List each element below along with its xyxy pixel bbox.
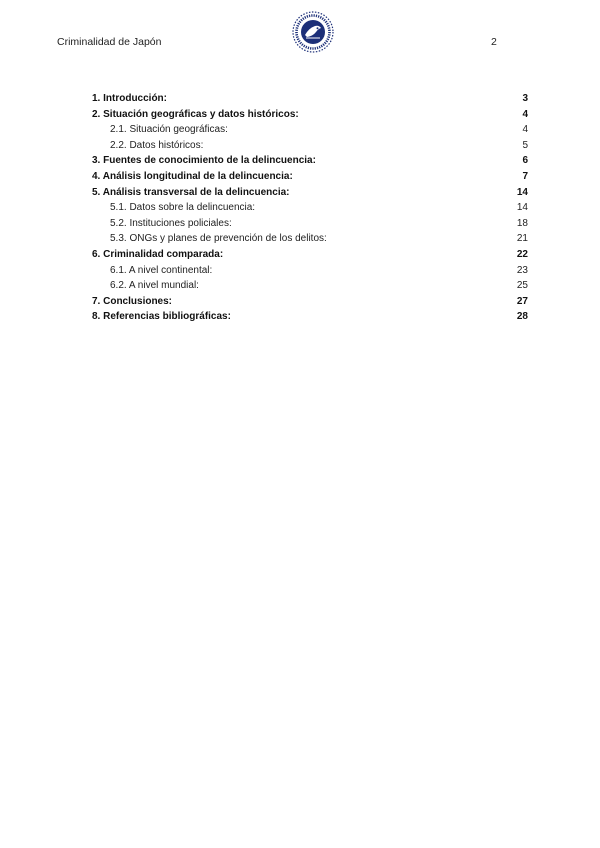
toc-entry[interactable]: [92, 138, 528, 154]
toc-entry-label: 5.1. Datos sobre la delincuencia:: [110, 202, 256, 214]
toc-entry-page: 28: [516, 311, 528, 323]
toc-entry-label: 1. Introducción:: [92, 93, 167, 104]
toc-entry-label: 8. Referencias bibliográficas:: [92, 311, 231, 323]
toc-entry-page: 4: [522, 108, 528, 120]
toc-entry[interactable]: [92, 231, 528, 247]
toc-entry[interactable]: [92, 91, 528, 107]
toc-entry-page: 23: [516, 264, 528, 276]
header-page-number: 2: [491, 36, 497, 48]
toc-entry-page: 4: [522, 124, 528, 136]
toc-entry-page: 3: [522, 93, 528, 104]
toc-entry-label: 2. Situación geográficas y datos históricos:: [92, 108, 299, 120]
toc-entry[interactable]: [92, 153, 528, 169]
toc-entry-label: 5. Análisis transversal de la delincuencia:: [92, 186, 290, 198]
toc-entry-label: 6. Criminalidad comparada:: [92, 248, 224, 260]
toc-entry[interactable]: [92, 309, 528, 325]
toc-entry-label: 5.3. ONGs y planes de prevención de los delitos:: [110, 233, 327, 245]
toc-entry[interactable]: [92, 247, 528, 263]
toc-entry[interactable]: [92, 263, 528, 279]
toc-entry-page: 5: [522, 139, 528, 151]
toc-entry[interactable]: [92, 216, 528, 232]
toc-entry-label: 3. Fuentes de conocimiento de la delincuencia:: [92, 155, 316, 167]
toc-entry[interactable]: [92, 294, 528, 310]
toc-entry-page: 6: [522, 155, 528, 167]
toc-entry-label: 6.2. A nivel mundial:: [110, 280, 199, 292]
toc-entry[interactable]: [92, 169, 528, 185]
toc-entry-page: 21: [516, 233, 528, 245]
toc-entry[interactable]: [92, 185, 528, 201]
toc-entry-label: 7. Conclusiones:: [92, 295, 173, 307]
table-of-contents: [92, 91, 528, 325]
toc-entry-label: 4. Análisis longitudinal de la delincuencia:: [92, 170, 293, 182]
toc-entry-page: 18: [516, 217, 528, 229]
toc-entry-label: 2.1. Situación geográficas:: [110, 124, 228, 136]
toc-entry-page: 27: [516, 295, 528, 307]
toc-entry[interactable]: [92, 278, 528, 294]
toc-entry-label: 6.1. A nivel continental:: [110, 264, 213, 276]
toc-entry[interactable]: [92, 107, 528, 123]
university-seal-icon: [291, 10, 335, 54]
toc-entry[interactable]: [92, 122, 528, 138]
toc-entry-page: 22: [516, 248, 528, 260]
toc-entry-page: 14: [516, 186, 528, 198]
toc-entry-label: 5.2. Instituciones policiales:: [110, 217, 232, 229]
toc-entry-page: 25: [516, 280, 528, 292]
toc-entry-label: 2.2. Datos históricos:: [110, 139, 204, 151]
toc-entry[interactable]: [92, 200, 528, 216]
toc-entry-page: 7: [522, 170, 528, 182]
header-title: Criminalidad de Japón: [57, 36, 162, 48]
toc-entry-page: 14: [516, 202, 528, 214]
